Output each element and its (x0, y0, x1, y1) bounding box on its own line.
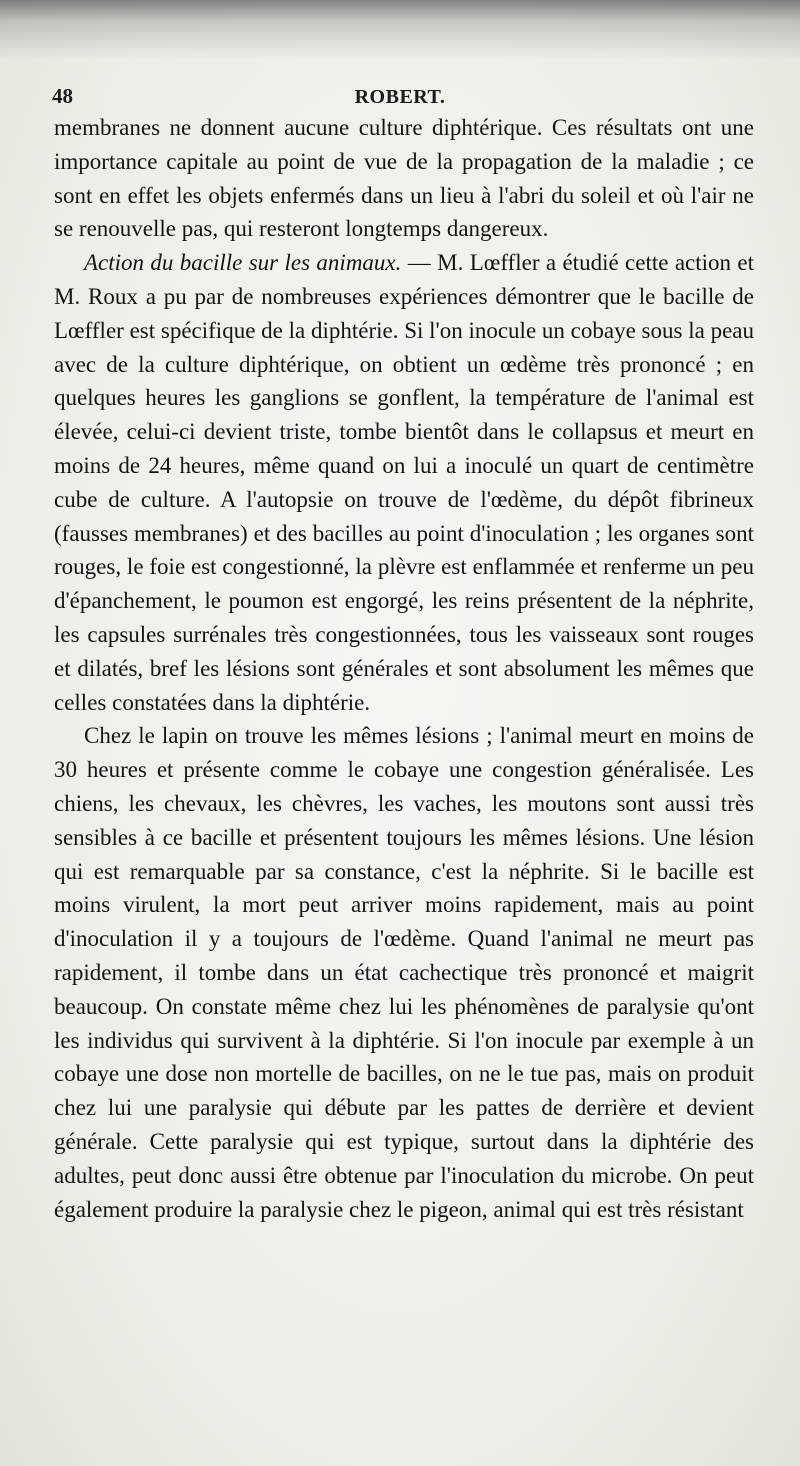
paragraph-3: Chez le lapin on trouve les mêmes lésions ; l'animal meurt en moins de 30 heures et présente comme le cobaye une congestion généralisée. Les chiens, les chevaux, les chèvres, les vaches, les moutons sont aussi très sensibles à ce bacille et présentent toujours les mêmes lésions. Une lésion qui est remarquable par sa constance, c'est la néphrite. Si le bacille est moins virulent, la mort peut arriver moins rapidement, mais au point d'inoculation il y a toujours de l'œdème. Quand l'animal ne meurt pas rapidement, il tombe dans un état cachectique très prononcé et maigrit beaucoup. On constate même chez lui les phénomènes de paralysie qu'ont les individus qui survivent à la diphtérie. Si l'on inocule par exemple à un cobaye une dose non mortelle de bacilles, on ne le tue pas, mais on produit chez lui une paralysie qui débute par les pattes de derrière et devient générale. Cette paralysie qui est typique, surtout dans la diphtérie des adultes, peut donc aussi être obtenue par l'inoculation du microbe. On peut également produire la paralysie chez le pigeon, animal qui est très résistant (54, 723, 754, 1222)
body-text (54, 111, 754, 1226)
page-number: 48 (52, 84, 73, 108)
scan-shadow (0, 0, 800, 60)
section-heading: Action du bacille sur les animaux. (84, 250, 402, 276)
paragraph-2-text: — M. Lœffler a étudié cette action et M. Roux a pu par de nombreuses expériences démontrer que le bacille de Lœffler est spécifique de la diphtérie. Si l'on inocule un cobaye sous la peau avec de la culture diphtérique, on obtient un œdème très prononcé ; en quelques heures les ganglions se gonflent, la température de l'animal est élevée, celui-ci devient triste, tombe bientôt dans le collapsus et meurt en moins de 24 heures, même quand on lui a inoculé un quart de centimètre cube de culture. A l'autopsie on trouve de l'œdème, du dépôt fibrineux (fausses membranes) et des bacilles au point d'inoculation ; les organes sont rouges, le foie est congestionné, la plèvre est enflammée et renferme un peu d'épanchement, le poumon est engorgé, les reins présentent de la néphrite, les capsules surrénales très congestionnées, tous les vaisseaux sont rouges et dilatés, bref les lésions sont générales et sont absolument les mêmes que celles constatées dans la diphtérie. (54, 250, 754, 715)
paragraph-1: membranes ne donnent aucune culture diphtérique. Ces résultats ont une importance capitale au point de vue de la propagation de la maladie ; ce sont en effet les objets enfermés dans un lieu à l'abri du soleil et où l'air ne se renouvelle pas, qui resteront longtemps dangereux. (54, 115, 754, 242)
page-header (0, 84, 800, 114)
running-head: ROBERT. (354, 86, 446, 108)
paragraph-2 (54, 246, 754, 719)
